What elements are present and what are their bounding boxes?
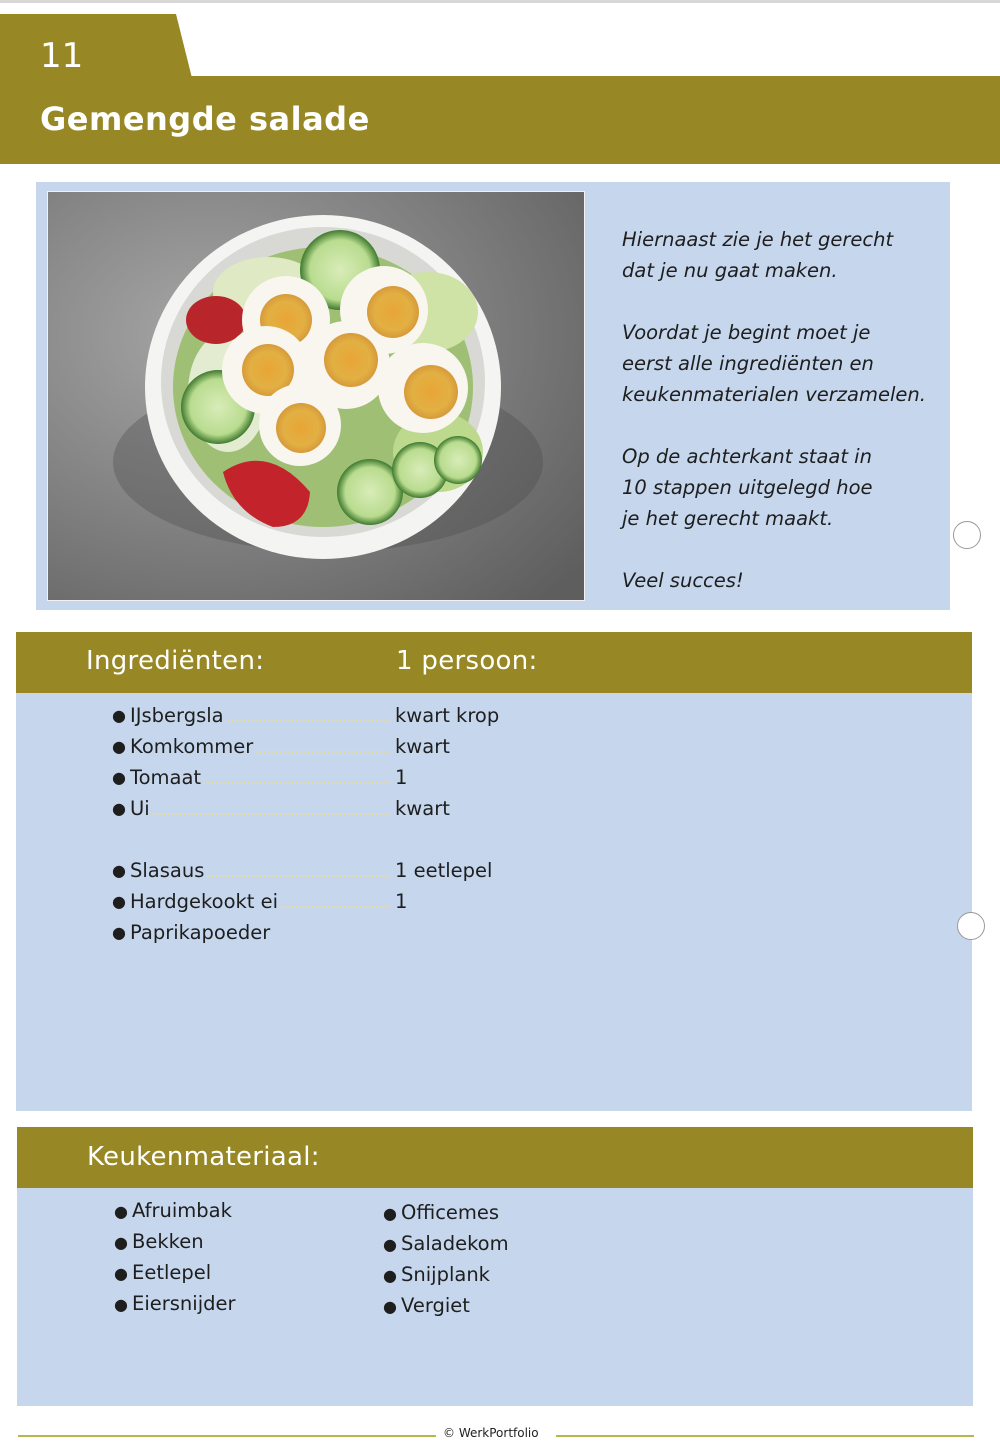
tools-column-1: [114, 1195, 236, 1319]
intro-text: [622, 224, 952, 627]
bullet-icon: ●: [383, 1204, 397, 1223]
ingredient-name-cell: [130, 762, 395, 793]
ingredient-amount: kwart krop: [395, 704, 500, 727]
ingredient-amount: 1: [395, 766, 408, 789]
tool-name: Vergiet: [401, 1294, 470, 1317]
list-item: [114, 1226, 236, 1257]
ingredient-name-cell: [130, 855, 395, 886]
list-item: [112, 793, 499, 824]
footer-rule-right: [556, 1435, 974, 1437]
intro-paragraph: Hiernaast zie je het gerecht dat je nu gaat maken.: [622, 228, 894, 282]
list-item: [112, 855, 499, 886]
ingredients-heading: Ingrediënten:: [86, 646, 265, 676]
bullet-icon: ●: [112, 923, 126, 942]
list-item: [112, 731, 499, 762]
tool-name: Saladekom: [401, 1232, 509, 1255]
ingredient-list: [112, 700, 499, 948]
bullet-icon: ●: [112, 861, 126, 880]
ingredient-amount: 1: [395, 890, 408, 913]
punch-hole: [957, 912, 985, 940]
bullet-icon: ●: [114, 1295, 128, 1314]
intro-paragraph: Veel succes!: [622, 569, 744, 592]
ingredient-name: Ui: [130, 797, 150, 820]
list-item: [383, 1228, 509, 1259]
recipe-number: 11: [40, 36, 84, 76]
tools-column-2: [383, 1197, 509, 1321]
tool-name: Afruimbak: [132, 1199, 232, 1222]
bullet-icon: ●: [114, 1264, 128, 1283]
bullet-icon: ●: [112, 892, 126, 911]
top-edge: [0, 0, 1000, 3]
bullet-icon: ●: [383, 1297, 397, 1316]
bullet-icon: ●: [112, 799, 126, 818]
footer-rule-left: [18, 1435, 436, 1437]
intro-paragraph: Voordat je begint moet je eerst alle ingrediënten en keukenmaterialen verzamelen.: [622, 321, 926, 406]
intro-paragraph: Op de achterkant staat in 10 stappen uitgelegd hoe je het gerecht maakt.: [622, 445, 873, 530]
tool-name: Eiersnijder: [132, 1292, 236, 1315]
page-title: Gemengde salade: [40, 100, 370, 138]
tools-heading: Keukenmateriaal:: [87, 1142, 320, 1172]
list-item: [383, 1259, 509, 1290]
ingredient-name-cell: [130, 886, 395, 917]
ingredient-name: Paprikapoeder: [130, 921, 271, 944]
recipe-number-tab: [0, 14, 192, 78]
list-item: [112, 762, 499, 793]
tool-name: Snijplank: [401, 1263, 490, 1286]
ingredient-name-cell: [130, 917, 395, 948]
bullet-icon: ●: [383, 1266, 397, 1285]
portion-heading: 1 persoon:: [396, 646, 538, 676]
tool-name: Eetlepel: [132, 1261, 212, 1284]
bullet-icon: ●: [114, 1233, 128, 1252]
list-item: [383, 1197, 509, 1228]
bullet-icon: ●: [112, 737, 126, 756]
list-item: [112, 917, 499, 948]
punch-hole: [953, 521, 981, 549]
list-item: [114, 1257, 236, 1288]
bullet-icon: ●: [112, 706, 126, 725]
ingredient-name: Komkommer: [130, 735, 254, 758]
salad-photo: [47, 191, 585, 601]
ingredient-name-cell: [130, 731, 395, 762]
ingredient-amount: kwart: [395, 735, 450, 758]
list-item: [114, 1288, 236, 1319]
ingredient-name: Hardgekookt ei: [130, 890, 279, 913]
salad-bowl-image: [48, 192, 584, 600]
list-item: [112, 886, 499, 917]
ingredient-name: Tomaat: [130, 766, 202, 789]
bullet-icon: ●: [114, 1202, 128, 1221]
tool-name: Officemes: [401, 1201, 500, 1224]
ingredient-name-cell: [130, 700, 395, 731]
list-item: [112, 700, 499, 731]
ingredient-amount: kwart: [395, 797, 450, 820]
list-item: [383, 1290, 509, 1321]
ingredient-name: IJsbergsla: [130, 704, 224, 727]
ingredient-name-cell: [130, 793, 395, 824]
tool-name: Bekken: [132, 1230, 204, 1253]
bullet-icon: ●: [112, 768, 126, 787]
ingredient-amount: 1 eetlepel: [395, 859, 493, 882]
copyright: © WerkPortfolio: [443, 1426, 539, 1440]
ingredient-name: Slasaus: [130, 859, 205, 882]
list-item: [114, 1195, 236, 1226]
bullet-icon: ●: [383, 1235, 397, 1254]
